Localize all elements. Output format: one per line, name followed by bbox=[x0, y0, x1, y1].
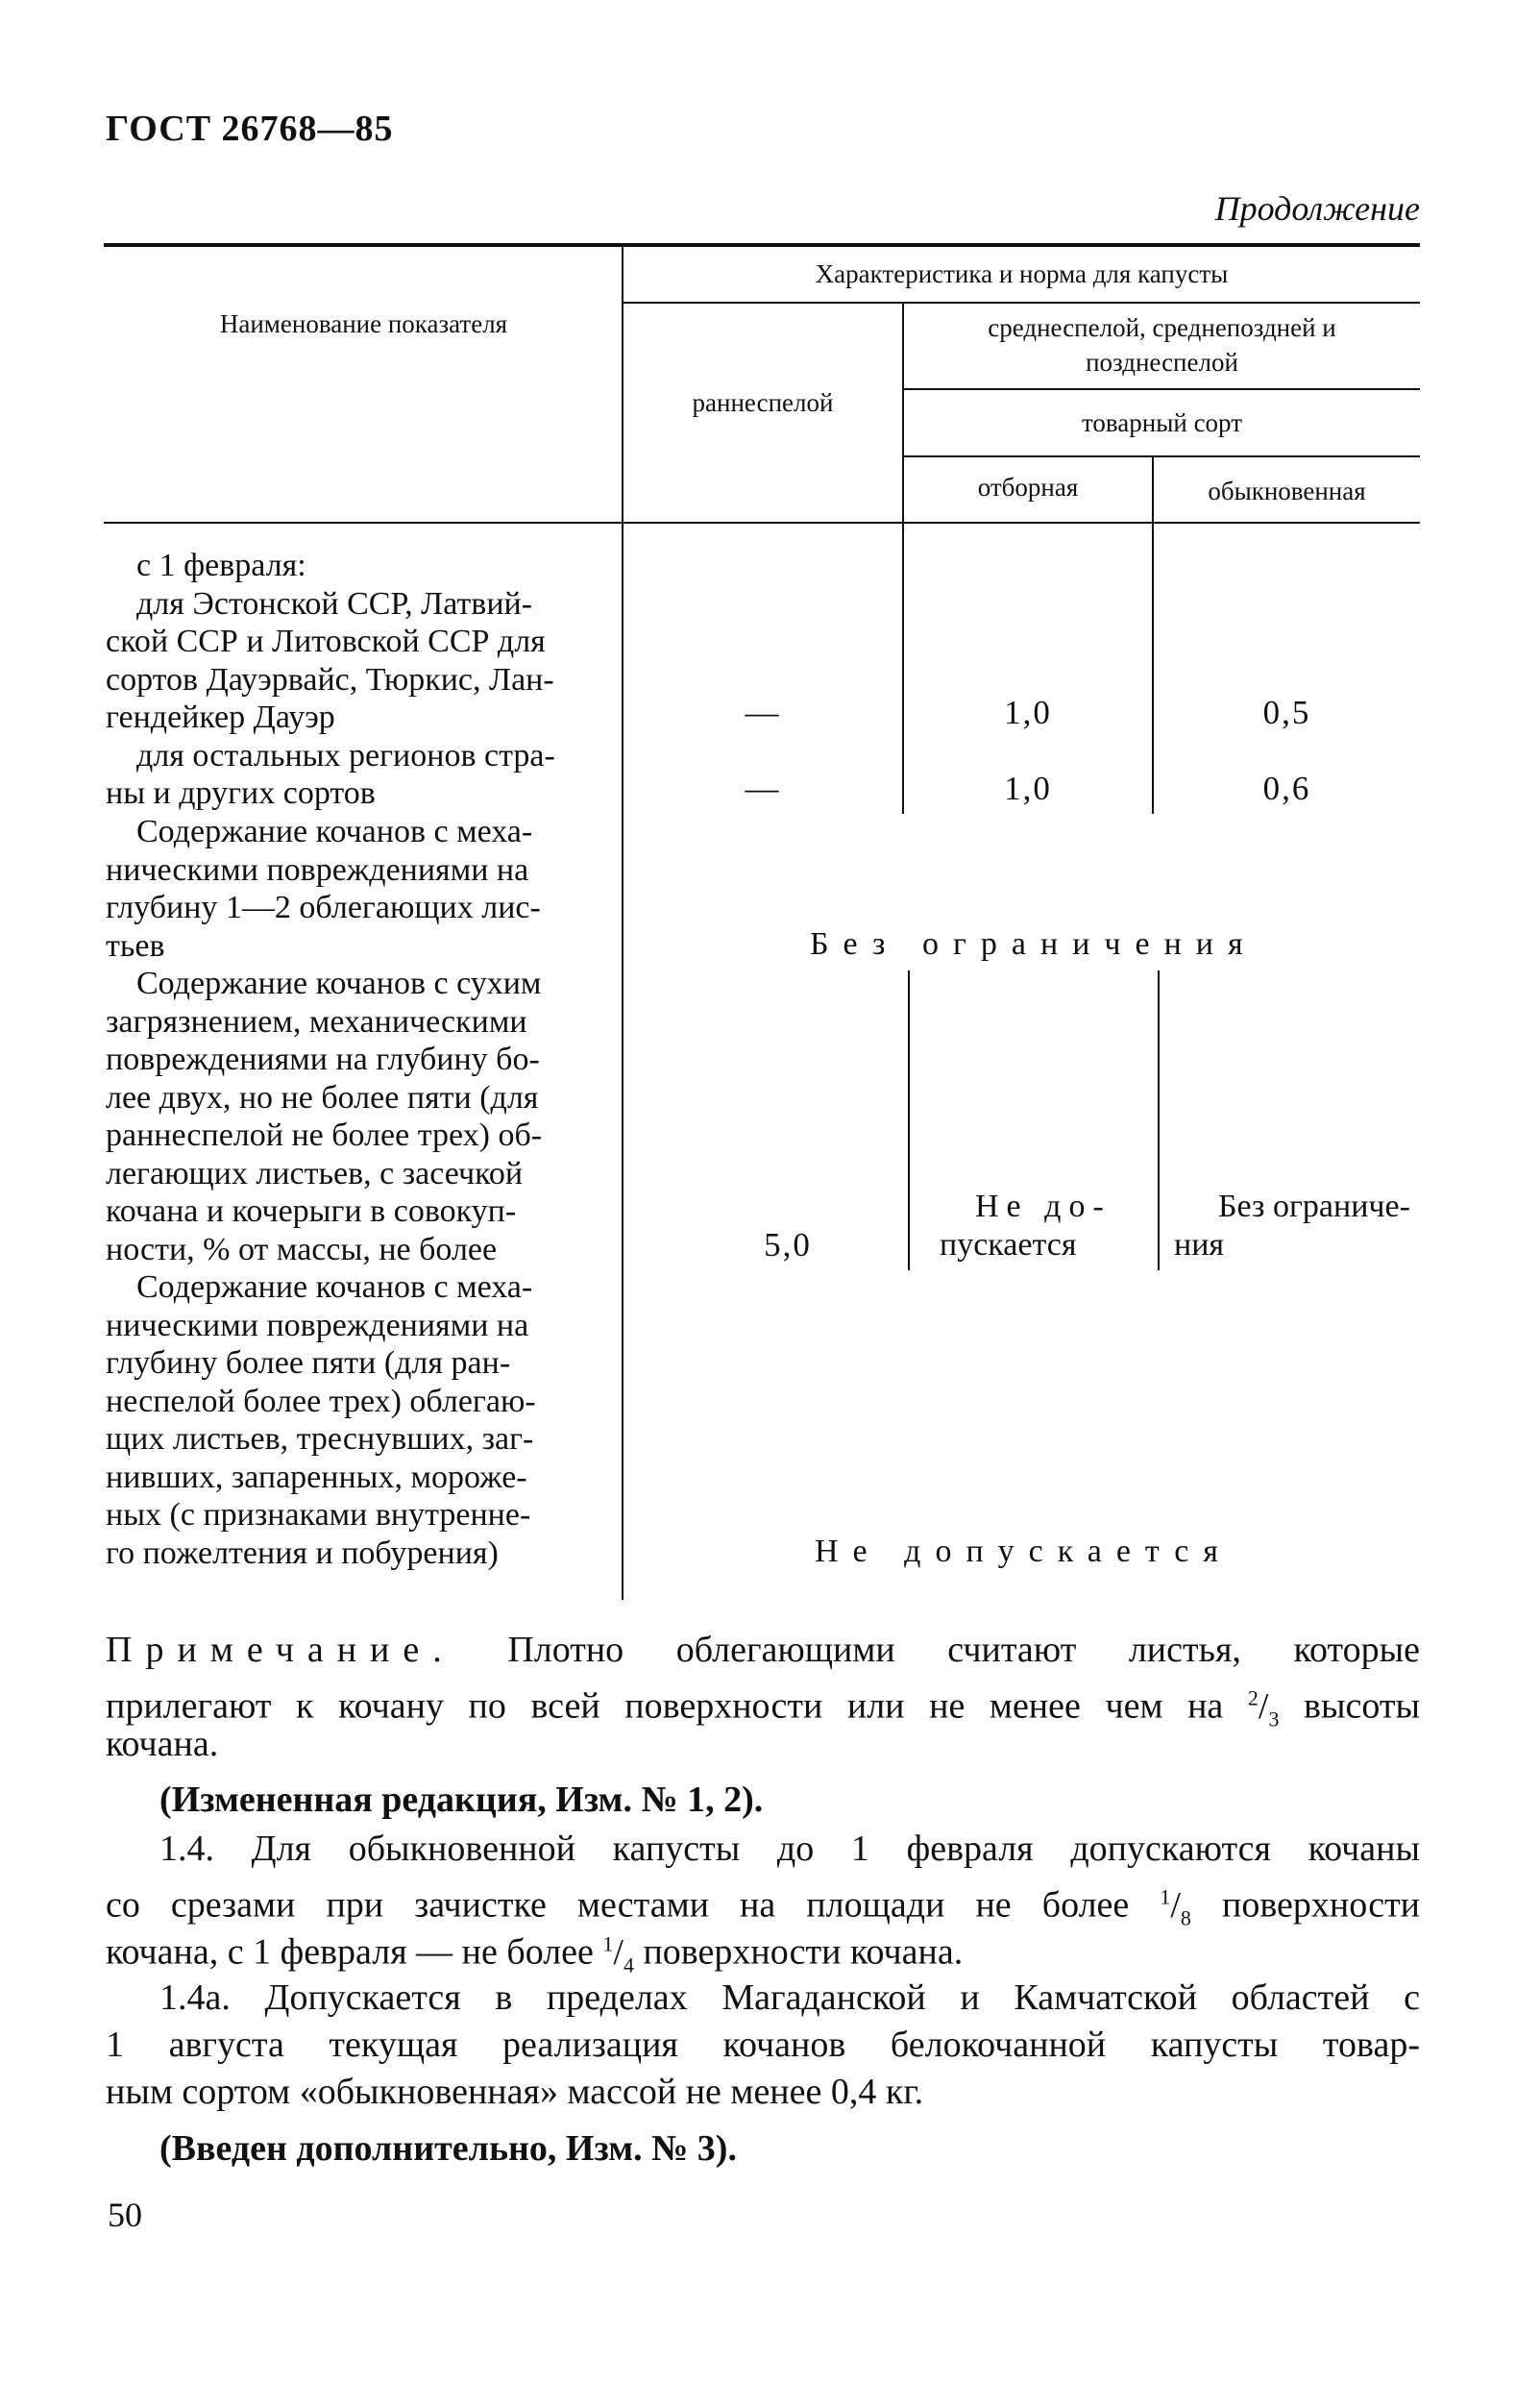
row1-label-l4: сортов Дауэрвайс, Тюркис, Лан- bbox=[106, 662, 554, 698]
grade-header: товарный сорт bbox=[1081, 408, 1243, 437]
note-line3: кочана. bbox=[106, 1724, 219, 1764]
frac-den: 8 bbox=[1180, 1905, 1191, 1930]
note-text-2: прилегают к кочану по всей поверхности или не менее чем на bbox=[106, 1685, 1224, 1727]
frac-den: 3 bbox=[1268, 1707, 1280, 1731]
note-line1 bbox=[106, 1627, 1420, 1674]
row2-label-l2: ны и других сортов bbox=[106, 775, 376, 811]
selected-header: отборная bbox=[977, 473, 1079, 502]
row2-ordinary-value: 0,6 bbox=[1262, 770, 1311, 807]
row4-label-l2: загрязнением, механическими bbox=[106, 1004, 527, 1040]
row5-label-l4: неспелой более трех) облегаю- bbox=[106, 1384, 536, 1419]
p14-text-5: поверхности кочана. bbox=[643, 1931, 964, 1973]
note-text-1: Плотно облегающими считают листья, которые bbox=[507, 1630, 1421, 1670]
rule-mid-header bbox=[903, 388, 1420, 390]
fraction-one-quarter: $^1/_4$ bbox=[602, 1931, 634, 1977]
row5-label-l8: го пожелтения и побурения) bbox=[106, 1535, 499, 1571]
row3-label-l1: Содержание кочанов с меха- bbox=[136, 814, 533, 849]
row4-selected-line2: пускается bbox=[940, 1227, 1077, 1263]
p14-text-2: со срезами при зачистке местами на площади не более bbox=[106, 1884, 1130, 1926]
p14-line1: 1.4. Для обыкновенной капусты до 1 февраля допускаются кочаны bbox=[159, 1829, 1420, 1869]
row1-label-l3: ской ССР и Литовской ССР для bbox=[106, 624, 546, 659]
row1-label-l2: для Эстонской ССР, Латвий- bbox=[136, 586, 533, 622]
row3-label-l4: тьев bbox=[106, 928, 165, 964]
row5-label-l1: Содержание кочанов с меха- bbox=[136, 1269, 533, 1305]
row2-selected-value: 1,0 bbox=[1004, 770, 1052, 807]
mid-header-line2: позднеспелой bbox=[1086, 348, 1238, 377]
row5-label-l6: нивших, запаренных, мороже- bbox=[106, 1460, 527, 1495]
fraction-one-eighth: $^1/_8$ bbox=[1160, 1884, 1191, 1930]
row5-label-l3: глубину более пяти (для ран- bbox=[106, 1345, 511, 1381]
early-header: раннеспелой bbox=[692, 388, 834, 417]
row4-label-l8: ности, % от массы, не более bbox=[106, 1232, 498, 1267]
row5-value-not-allowed: Не допускается bbox=[815, 1534, 1233, 1569]
frac-den: 4 bbox=[623, 1952, 634, 1977]
note-label: Примечание. bbox=[106, 1630, 455, 1670]
row1-ordinary-value: 0,5 bbox=[1262, 694, 1311, 731]
row2-label-l1: для остальных регионов стра- bbox=[136, 738, 555, 774]
p14a-line2: 1 августа текущая реализация кочанов белокочанной капусты товар- bbox=[106, 2025, 1420, 2065]
row4-ordinary-line2: ния bbox=[1174, 1227, 1225, 1263]
body-divider-early-2 bbox=[908, 970, 910, 1270]
row4-ordinary-line1: Без ограниче- bbox=[1218, 1189, 1410, 1224]
body-divider-selected-2 bbox=[1158, 970, 1160, 1270]
ordinary-header: обыкновенная bbox=[1208, 477, 1366, 505]
amendment-note-1: (Измененная редакция, Изм. № 1, 2). bbox=[159, 1780, 764, 1820]
amendment-note-2: (Введен дополнительно, Изм. № 3). bbox=[159, 2128, 737, 2169]
group-header: Характеристика и норма для капусты bbox=[815, 259, 1229, 288]
rule-grade-header bbox=[903, 455, 1420, 457]
mid-header-line1: среднеспелой, среднепоздней и bbox=[988, 313, 1336, 342]
col-divider-name bbox=[622, 245, 623, 1600]
row3-value-no-limit: Без ограничения bbox=[810, 926, 1258, 962]
row1-early-value: — bbox=[745, 694, 781, 731]
p14a-line3: ным сортом «обыкновенная» массой не менее 0,4 кг. bbox=[106, 2072, 924, 2112]
continuation-label: Продолжение bbox=[1214, 189, 1420, 228]
frac-num: 1 bbox=[1160, 1884, 1171, 1908]
row5-label-l2: ническими повреждениями на bbox=[106, 1308, 529, 1343]
col-name-header: Наименование показателя bbox=[219, 309, 508, 338]
row1-label-l5: гендейкер Дауэр bbox=[106, 700, 335, 735]
frac-num: 2 bbox=[1247, 1685, 1259, 1709]
row4-selected-line1: Не до- bbox=[975, 1189, 1112, 1224]
row5-label-l5: щих листьев, треснувших, заг- bbox=[106, 1421, 534, 1457]
row5-label-l7: ных (с признаками внутренне- bbox=[106, 1497, 531, 1533]
note-text-3: высоты bbox=[1304, 1685, 1421, 1727]
rule-header-bottom bbox=[104, 522, 1420, 524]
rule-group-header bbox=[623, 302, 1420, 304]
row3-label-l2: ническими повреждениями на bbox=[106, 852, 529, 888]
standard-title: ГОСТ 26768—85 bbox=[106, 109, 394, 149]
row3-label-l3: глубину 1—2 облегающих лис- bbox=[106, 890, 541, 925]
row4-label-l4: лее двух, но не более пяти (для bbox=[106, 1080, 539, 1116]
row4-early-value: 5,0 bbox=[764, 1226, 812, 1264]
frac-num: 1 bbox=[602, 1931, 614, 1955]
page-number: 50 bbox=[108, 2196, 142, 2234]
row1-selected-value: 1,0 bbox=[1004, 694, 1052, 731]
row1-label-l1: с 1 февраля: bbox=[136, 548, 306, 583]
row4-label-l3: повреждениями на глубину бо- bbox=[106, 1042, 540, 1077]
row2-early-value: — bbox=[745, 770, 781, 807]
row4-label-l7: кочана и кочерыги в совокуп- bbox=[106, 1193, 517, 1229]
row4-label-l5: раннеспелой не более трех) об- bbox=[106, 1117, 543, 1153]
row4-label-l6: легающих листьев, с засечкой bbox=[106, 1156, 524, 1191]
row4-label-l1: Содержание кочанов с сухим bbox=[136, 966, 542, 1001]
p14-text-4: кочана, с 1 февраля — не более bbox=[106, 1931, 594, 1973]
table-top-rule bbox=[104, 243, 1420, 247]
fraction-two-thirds: $^2/_3$ bbox=[1247, 1685, 1280, 1731]
p14-text-3: поверхности bbox=[1222, 1884, 1421, 1926]
p14a-line1: 1.4а. Допускается в пределах Магаданской и Камчатской областей с bbox=[159, 1977, 1420, 2018]
